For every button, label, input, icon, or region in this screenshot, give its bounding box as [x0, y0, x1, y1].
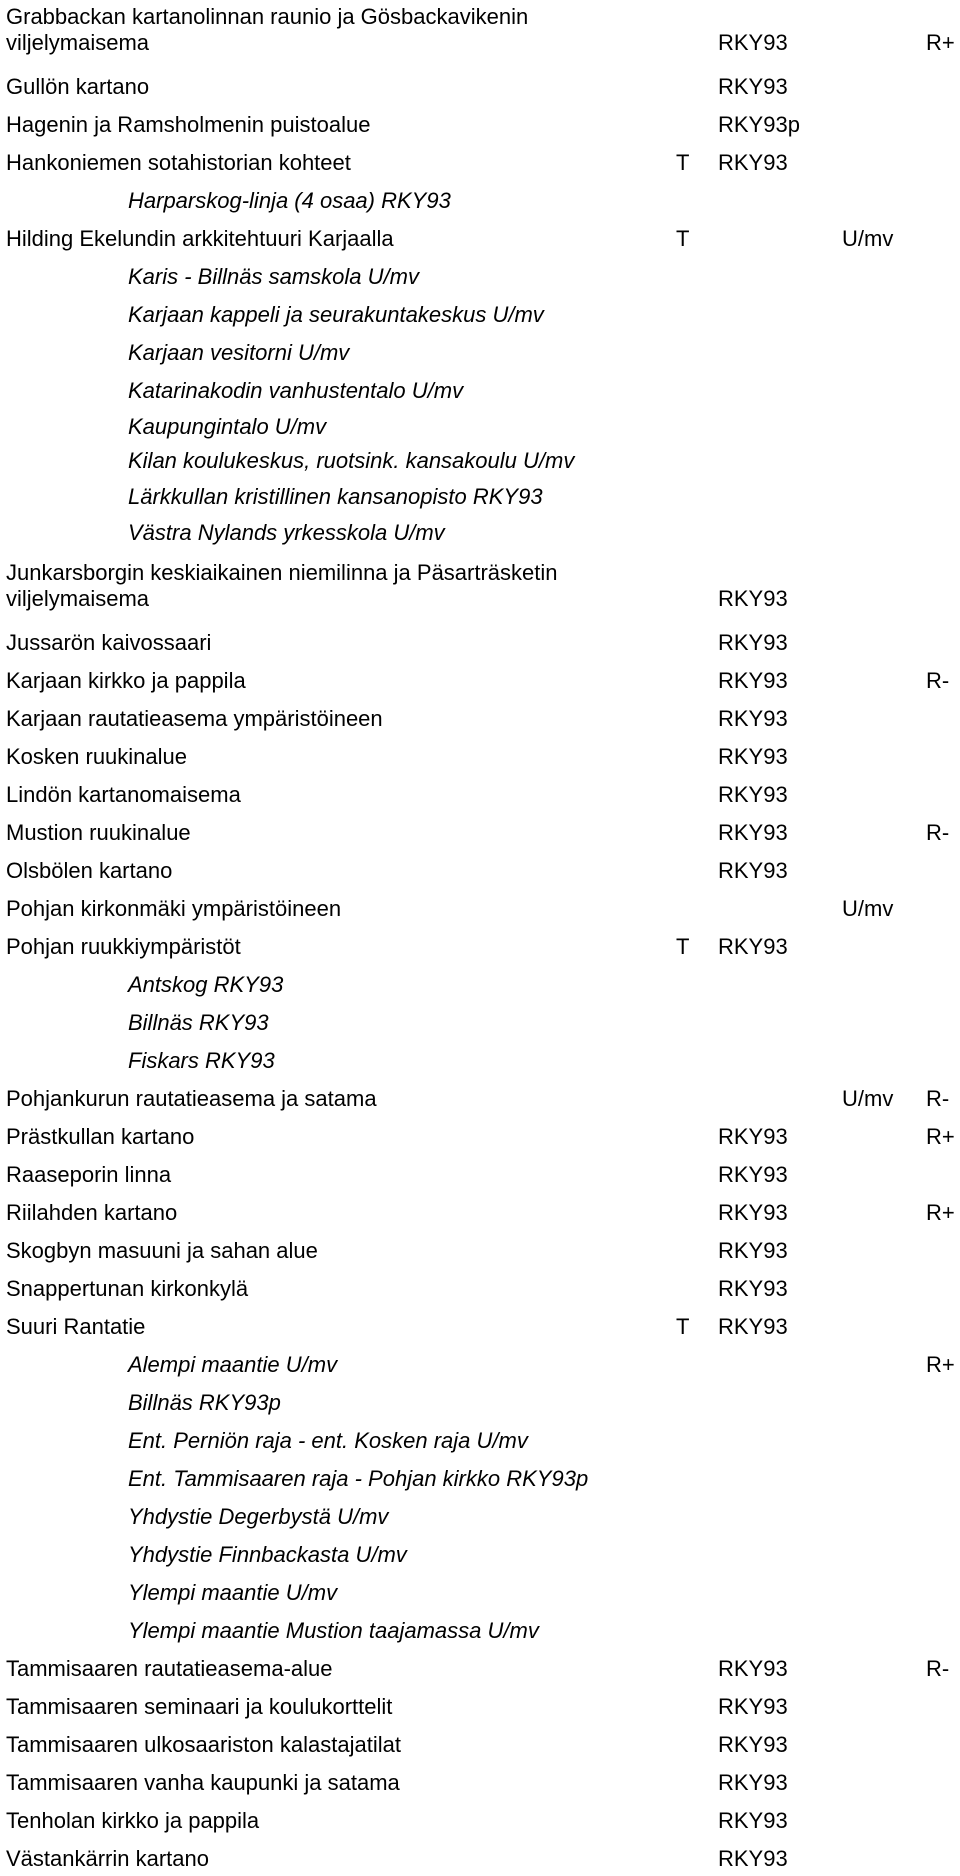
entry-name: Raaseporin linna: [6, 1162, 172, 1187]
sub-entry-row: [0, 340, 960, 370]
entry-name: Pohjankurun rautatieasema ja satama: [6, 1086, 377, 1111]
sub-entry-name: Karjaan vesitorni U/mv: [128, 340, 350, 365]
sub-entry-row: [0, 1048, 960, 1078]
sub-entry-name: Karis - Billnäs samskola U/mv: [128, 264, 419, 289]
entry-row: [0, 150, 960, 180]
sub-entry-row: [0, 1466, 960, 1496]
sub-entry-row: [0, 1010, 960, 1040]
entry-name: Jussarön kaivossaari: [6, 630, 212, 655]
sub-entry-name: Ent. Tammisaaren raja - Pohjan kirkko RKY93p: [128, 1466, 589, 1491]
sub-entry-row: [0, 1390, 960, 1420]
umv-status: U/mv: [842, 226, 894, 251]
rky-status: RKY93: [718, 1808, 788, 1833]
entry-name: Tenholan kirkko ja pappila: [6, 1808, 260, 1833]
sub-entry-name: Billnäs RKY93p: [128, 1390, 281, 1415]
regional-status: R-: [926, 820, 950, 845]
sub-entry-name: Lärkkullan kristillinen kansanopisto RKY93: [128, 484, 543, 509]
regional-status: R-: [926, 668, 950, 693]
sub-entry-row: [0, 972, 960, 1002]
entry-name: Pohjan ruukkiympäristöt: [6, 934, 241, 959]
entry-name: Tammisaaren rautatieasema-alue: [6, 1656, 333, 1681]
rky-status: RKY93: [718, 782, 788, 807]
entry-name: Hankoniemen sotahistorian kohteet: [6, 150, 351, 175]
entry-name: Skogbyn masuuni ja sahan alue: [6, 1238, 318, 1263]
entry-row: [0, 706, 960, 736]
rky-status: RKY93: [718, 30, 788, 55]
regional-status: R+: [926, 1200, 955, 1225]
entry-row: [0, 1694, 960, 1724]
entry-row: [0, 1314, 960, 1344]
sub-entry-name: Yhdystie Degerbystä U/mv: [128, 1504, 389, 1529]
entry-name: Mustion ruukinalue: [6, 820, 191, 845]
entry-name: Karjaan kirkko ja pappila: [6, 668, 246, 693]
sub-entry-name: Fiskars RKY93: [128, 1048, 275, 1073]
sub-entry-row: [0, 448, 960, 478]
entry-name: Olsbölen kartano: [6, 858, 173, 883]
entry-name-continued: viljelymaisema: [6, 586, 150, 611]
entry-name: Grabbackan kartanolinnan raunio ja Gösbackavikenin: [6, 4, 529, 29]
rky-status: RKY93: [718, 706, 788, 731]
entry-row: [0, 668, 960, 698]
entry-name: Karjaan rautatieasema ympäristöineen: [6, 706, 383, 731]
entry-name: Lindön kartanomaisema: [6, 782, 241, 807]
rky-status: RKY93: [718, 858, 788, 883]
rky-status: RKY93: [718, 1200, 788, 1225]
entry-row: [0, 820, 960, 850]
entry-row: [0, 74, 960, 104]
entry-row: [0, 1846, 960, 1876]
entry-name: Tammisaaren seminaari ja koulukorttelit: [6, 1694, 393, 1719]
rky-status: RKY93: [718, 630, 788, 655]
regional-status: R-: [926, 1656, 950, 1681]
entry-name: Tammisaaren vanha kaupunki ja satama: [6, 1770, 400, 1795]
entry-name: Tammisaaren ulkosaariston kalastajatilat: [6, 1732, 401, 1757]
rky-status: RKY93: [718, 668, 788, 693]
entry-row: [0, 1238, 960, 1268]
sub-entry-row: [0, 414, 960, 444]
sub-entry-row: [0, 484, 960, 514]
entry-name: Västankärrin kartano: [6, 1846, 209, 1871]
sub-entry-row: [0, 302, 960, 332]
rky-status: RKY93: [718, 150, 788, 175]
type-code: T: [676, 934, 690, 959]
sub-entry-row: [0, 1504, 960, 1534]
sub-entry-name: Ent. Perniön raja - ent. Kosken raja U/mv: [128, 1428, 528, 1453]
umv-status: U/mv: [842, 1086, 894, 1111]
sub-entry-name: Ylempi maantie Mustion taajamassa U/mv: [128, 1618, 539, 1643]
rky-status: RKY93: [718, 1238, 788, 1263]
sub-entry-row: [0, 1580, 960, 1610]
entry-name: Snappertunan kirkonkylä: [6, 1276, 249, 1301]
sub-entry-name: Yhdystie Finnbackasta U/mv: [128, 1542, 407, 1567]
rky-status: RKY93p: [718, 112, 800, 137]
entry-name-continued: viljelymaisema: [6, 30, 150, 55]
sub-entry-name: Billnäs RKY93: [128, 1010, 269, 1035]
sub-entry-row: [0, 188, 960, 218]
entry-row: [0, 1770, 960, 1800]
entry-row: [0, 1732, 960, 1762]
rky-status: RKY93: [718, 586, 788, 611]
entry-name: Junkarsborgin keskiaikainen niemilinna ja Päsarträsketin: [6, 560, 558, 585]
rky-status: RKY93: [718, 1314, 788, 1339]
rky-status: RKY93: [718, 74, 788, 99]
sub-entry-name: Antskog RKY93: [128, 972, 284, 997]
entry-row: [0, 934, 960, 964]
sub-entry-name: Karjaan kappeli ja seurakuntakeskus U/mv: [128, 302, 544, 327]
sub-entry-row: [0, 264, 960, 294]
regional-status: R+: [926, 1124, 955, 1149]
entry-row: [0, 744, 960, 774]
type-code: T: [676, 150, 690, 175]
sub-entry-name: Harparskog-linja (4 osaa) RKY93: [128, 188, 451, 213]
sub-entry-row: [0, 520, 960, 550]
rky-status: RKY93: [718, 934, 788, 959]
rky-status: RKY93: [718, 744, 788, 769]
regional-status: R+: [926, 30, 955, 55]
entry-name: Riilahden kartano: [6, 1200, 178, 1225]
sub-entry-name: Kilan koulukeskus, ruotsink. kansakoulu U/mv: [128, 448, 575, 473]
regional-status: R+: [926, 1352, 955, 1377]
entry-row: [0, 112, 960, 142]
sub-entry-row: [0, 378, 960, 408]
entry-row: [0, 226, 960, 256]
entry-row: [0, 858, 960, 888]
entry-row: [0, 1276, 960, 1306]
entry-name: Pohjan kirkonmäki ympäristöineen: [6, 896, 342, 921]
sub-entry-row: [0, 1352, 960, 1382]
rky-status: RKY93: [718, 1276, 788, 1301]
type-code: T: [676, 226, 690, 251]
rky-status: RKY93: [718, 1694, 788, 1719]
entry-row: [0, 4, 960, 55]
entry-row: [0, 896, 960, 926]
rky-status: RKY93: [718, 1124, 788, 1149]
rky-status: RKY93: [718, 1656, 788, 1681]
sub-entry-row: [0, 1428, 960, 1458]
regional-status: R-: [926, 1086, 950, 1111]
entry-name: Hilding Ekelundin arkkitehtuuri Karjaalla: [6, 226, 394, 251]
rky-status: RKY93: [718, 1770, 788, 1795]
sub-entry-name: Alempi maantie U/mv: [128, 1352, 338, 1377]
umv-status: U/mv: [842, 896, 894, 921]
sub-entry-row: [0, 1618, 960, 1648]
rky-status: RKY93: [718, 820, 788, 845]
entry-name: Gullön kartano: [6, 74, 150, 99]
rky-status: RKY93: [718, 1162, 788, 1187]
entry-row: [0, 1656, 960, 1686]
rky-status: RKY93: [718, 1732, 788, 1757]
sub-entry-name: Kaupungintalo U/mv: [128, 414, 327, 439]
rky-status: RKY93: [718, 1846, 788, 1871]
entry-name: Prästkullan kartano: [6, 1124, 195, 1149]
sub-entry-row: [0, 1542, 960, 1572]
sub-entry-name: Ylempi maantie U/mv: [128, 1580, 338, 1605]
entry-row: [0, 560, 960, 611]
entry-name: Kosken ruukinalue: [6, 744, 188, 769]
entry-row: [0, 1124, 960, 1154]
entry-row: [0, 630, 960, 660]
entry-row: [0, 1162, 960, 1192]
sub-entry-name: Västra Nylands yrkesskola U/mv: [128, 520, 445, 545]
entry-row: [0, 1200, 960, 1230]
sub-entry-name: Katarinakodin vanhustentalo U/mv: [128, 378, 464, 403]
type-code: T: [676, 1314, 690, 1339]
entry-row: [0, 782, 960, 812]
entry-row: [0, 1808, 960, 1838]
entry-name: Hagenin ja Ramsholmenin puistoalue: [6, 112, 371, 137]
entry-row: [0, 1086, 960, 1116]
entry-name: Suuri Rantatie: [6, 1314, 146, 1339]
